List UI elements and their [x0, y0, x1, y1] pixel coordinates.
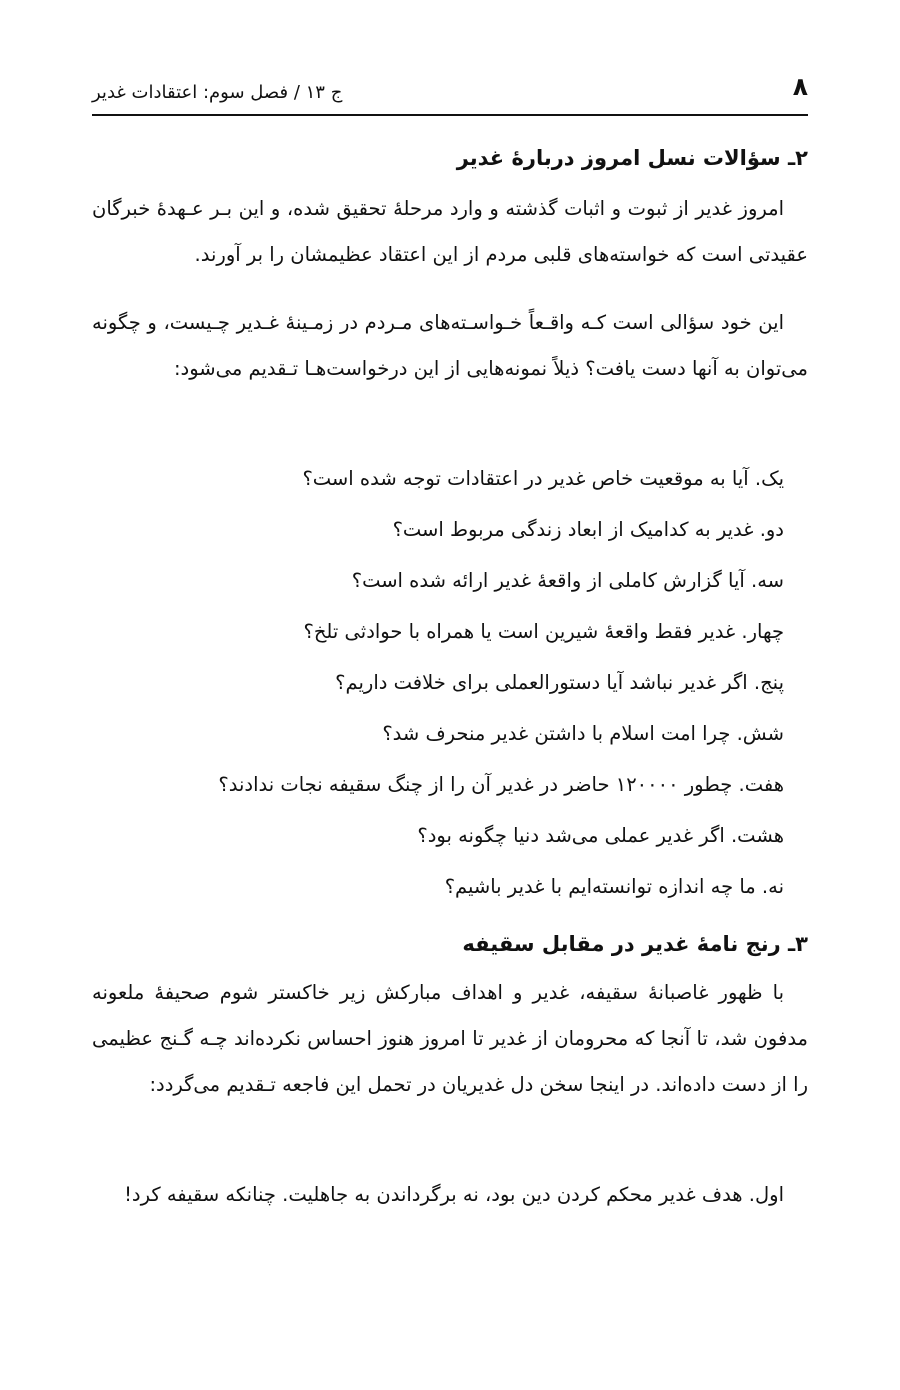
question-item-6: شش. چرا امت اسلام با داشتن غدیر منحرف شد؟ [382, 722, 784, 745]
question-item-7: هفت. چطور ۱۲۰۰۰۰ حاضر در غدیر آن را از چنگ سقیفه نجات ندادند؟ [218, 773, 784, 796]
questions-list [92, 456, 784, 915]
page-number: ۸ [792, 72, 808, 101]
page-header [92, 62, 808, 116]
question-item-1: یک. آیا به موقعیت خاص غدیر در اعتقادات توجه شده است؟ [302, 467, 784, 490]
question-item-3: سه. آیا گزارش کاملی از واقعۀ غدیر ارائه شده است؟ [351, 569, 784, 592]
running-head: ج ۱۳ / فصل سوم: اعتقادات غدیر [92, 82, 343, 103]
section-3-paragraph-2: اول. هدف غدیر محکم کردن دین بود، نه برگرداندن به جاهلیت. چنانکه سقیفه کرد! [124, 1183, 784, 1206]
section-3-heading: ۳ـ رنج نامۀ غدیر در مقابل سقیفه [462, 932, 808, 956]
section-2-heading: ۲ـ سؤالات نسل امروز دربارۀ غدیر [456, 146, 808, 170]
question-item-8: هشت. اگر غدیر عملی می‌شد دنیا چگونه بود؟ [417, 824, 784, 847]
book-page [92, 0, 808, 1390]
section-2-paragraph-1: امروز غدیر از ثبوت و اثبات گذشته و وارد مرحلۀ تحقیق شده، و این بـر عـهدۀ خبرگان عقیدتی است که خواسته‌های قلبی مردم از این اعتقاد عظیمشان را بر آورند. [92, 197, 808, 266]
question-item-5: پنج. اگر غدیر نباشد آیا دستورالعملی برای خلافت داریم؟ [335, 671, 784, 694]
question-item-2: دو. غدیر به کدامیک از ابعاد زندگی مربوط است؟ [392, 518, 784, 541]
section-3-paragraph-1: با ظهور غاصبانۀ سقیفه، غدیر و اهداف مبارکش زیر خاکستر شوم صحیفۀ ملعونه مدفون شد، تا آنجا که محرومان از غدیر تا امروز هنوز احساس نکرده‌اند چـه گـنج عظیمی را از دست داده‌اند. در اینجا سخن دل غدیریان در تحمل این فاجعه تـقدیم می‌گردد: [92, 981, 808, 1096]
question-item-4: چهار. غدیر فقط واقعۀ شیرین است یا همراه با حوادثی تلخ؟ [303, 620, 784, 643]
section-2-paragraph-2: این خود سؤالی است کـه واقـعاً خـواسـته‌های مـردم در زمـینۀ غـدیر چـیست، و چگونه می‌توان به آنها دست یافت؟ ذیلاً نمونه‌هایی از این درخواست‌هـا تـقدیم می‌شود: [92, 311, 808, 380]
question-item-9: نه. ما چه اندازه توانسته‌ایم با غدیر باشیم؟ [444, 875, 784, 898]
